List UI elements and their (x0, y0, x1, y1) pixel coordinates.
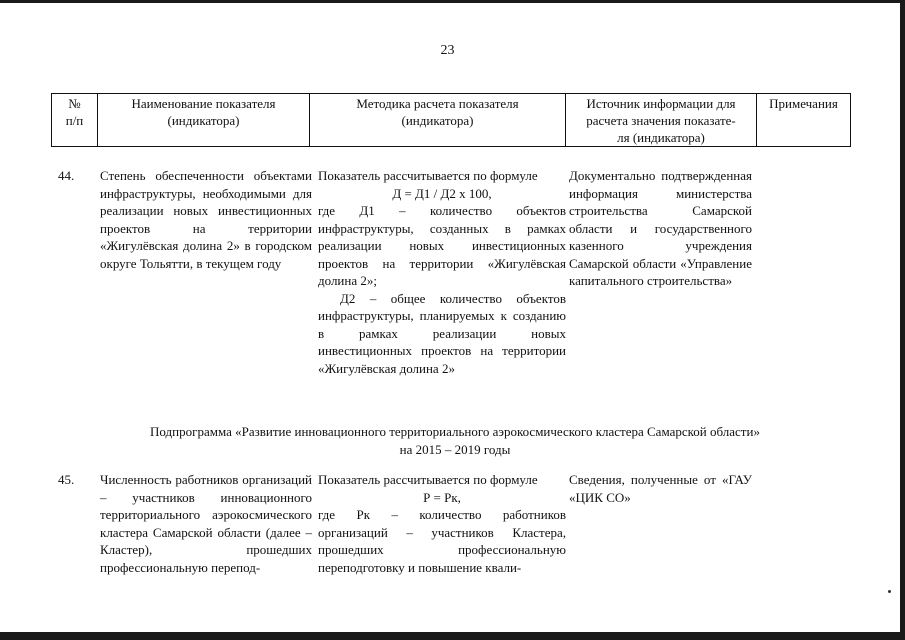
scan-speck (888, 590, 891, 593)
row44-indicator-name: Степень обеспеченности объектами инфраструктуры, необходимыми для реализации новых инвестиционных проектов на территории «Жигулёвская долина 2» в городском округе Тольятти, в текущем году (100, 168, 312, 271)
table-header (51, 93, 851, 147)
subprogram-heading (60, 423, 850, 458)
row45-formula: Р = Рк, (423, 489, 461, 505)
row44-method-intro: Показатель рассчитывается по формуле (318, 168, 538, 183)
page-border-bottom (0, 632, 905, 640)
row44-number: 44. (58, 168, 75, 183)
row44-method (318, 167, 566, 377)
page-number: 23 (440, 43, 455, 58)
row45-source: Сведения, полученные от «ГАУ «ЦИК СО» (569, 472, 752, 505)
row45-indicator-name: Численность работников организаций – участников инновационного территориального аэрокосмического кластера Самарской области (далее – Кластер), прошедших профессиональную перепод- (100, 472, 312, 575)
subprogram-title-line2: на 2015 – 2019 годы (399, 441, 511, 457)
header-col-source: Источник информации для расчета значения показате- ля (индикатора) (566, 94, 757, 147)
page-border-right (900, 0, 905, 640)
row44-formula: Д = Д1 / Д2 х 100, (392, 185, 492, 201)
header-col-method: Методика расчета показателя (индикатора) (310, 94, 566, 147)
subprogram-title-line1: Подпрограмма «Развитие инновационного территориального аэрокосмического кластера Самарской области» (150, 424, 760, 439)
row45-method-rk: где Рк – количество работников организаций – участников Кластера, прошедших профессиональную переподготовку и повышение квали- (318, 507, 566, 575)
row44-method-d2: Д2 – общее количество объектов инфраструктуры, планируемых к созданию в рамках реализации новых инвестиционных проектов на территории «Жигулёвская долина 2» (318, 290, 566, 376)
header-col-notes: Примечания (757, 94, 851, 147)
page-border-top (0, 0, 905, 3)
row45-method-intro: Показатель рассчитывается по формуле (318, 472, 538, 487)
table-header-row (52, 94, 851, 147)
header-col-number: № п/п (52, 94, 98, 147)
row44-source: Документально подтвержденная информация министерства строительства Самарской области и государственного казенного учреждения Самарской области «Управление капитального строительства» (569, 168, 752, 288)
row45-method (318, 471, 566, 576)
header-col-indicator-name: Наименование показателя (индикатора) (98, 94, 310, 147)
row45-number: 45. (58, 472, 75, 487)
row44-method-d1: где Д1 – количество объектов инфраструктуры, созданных в рамках реализации новых инвестиционных проектов на территории «Жигулёвская долина 2»; (318, 203, 566, 288)
